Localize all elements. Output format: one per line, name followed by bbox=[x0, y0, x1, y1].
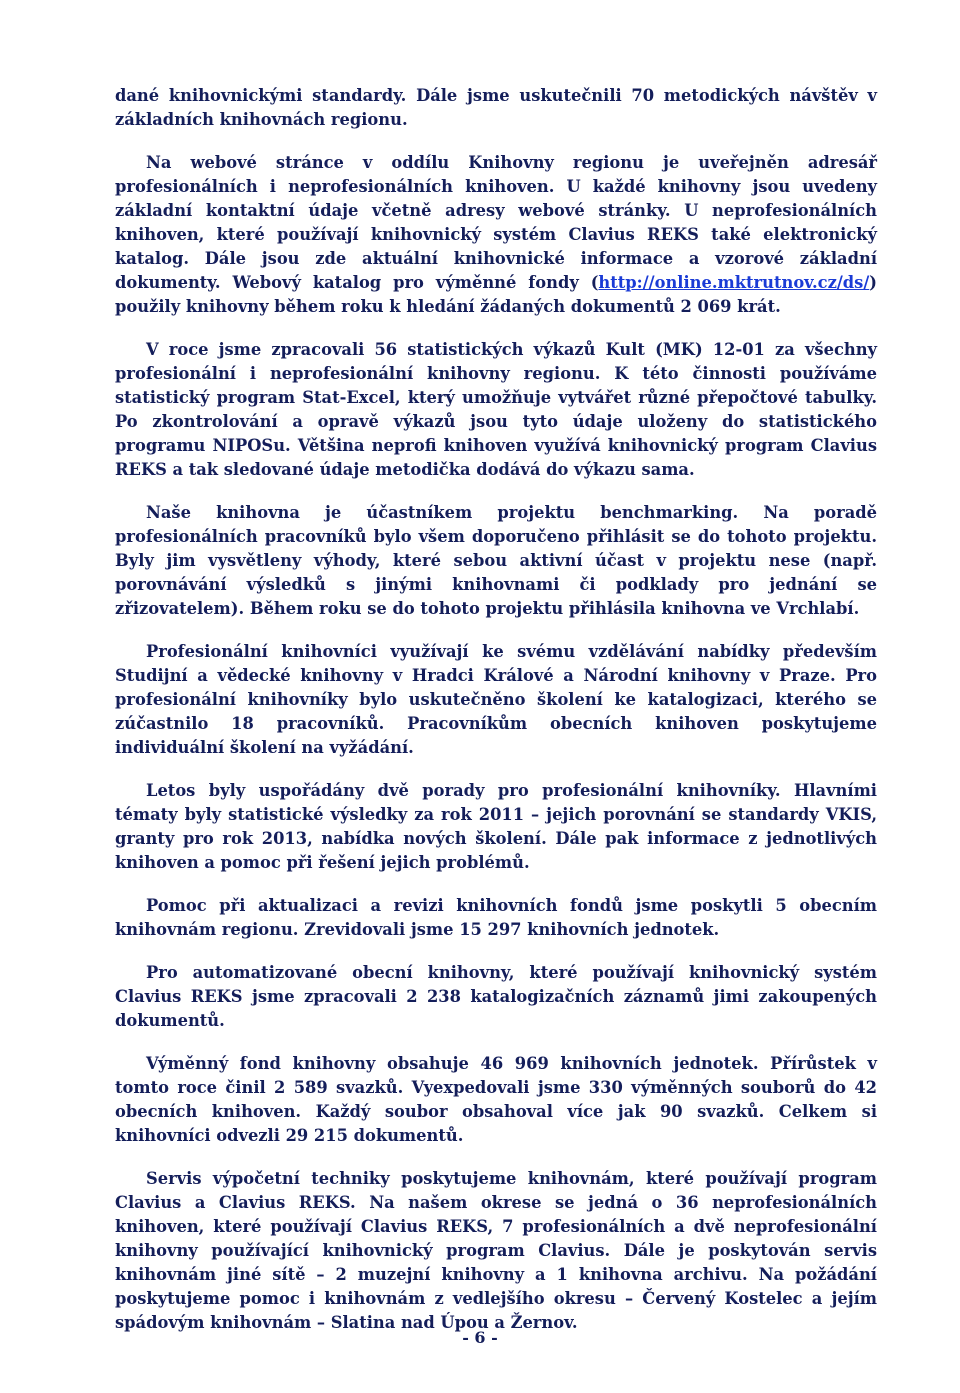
paragraph-methodical-visits: dané knihovnickými standardy. Dále jsme uskutečnili 70 metodických návštěv v základních knihovnách regionu. bbox=[115, 86, 877, 129]
paragraph-meetings: Letos byly uspořádány dvě porady pro profesionální knihovníky. Hlavními tématy byly statistické výsledky za rok 2011 – jejich porovnání se standardy VKIS, granty pro rok 2013, nabídka nových školení. Dále pak informace z jednotlivých knihoven a pomoc při řešení jejich problémů. bbox=[115, 781, 877, 872]
paragraph-statistics: V roce jsme zpracovali 56 statistických výkazů Kult (MK) 12-01 za všechny profesionální i neprofesionální knihovny regionu. K této činnosti používáme statistický program Stat-Excel, který umožňuje vytvářet různé přepočtové tabulky. Po zkontrolování a opravě výkazů jsou tyto údaje uloženy do statistického programu NIPOSu. Většina neprofi knihoven využívá knihovnický program Clavius REKS a tak sledované údaje metodička dodává do výkazu sama. bbox=[115, 340, 877, 479]
paragraph-benchmarking: Naše knihovna je účastníkem projektu benchmarking. Na poradě profesionálních pracovníků bylo všem doporučeno přihlásit se do tohoto projektu. Byly jim vysvětleny výhody, které sebou aktivní účast v projektu nese (např. porovnávání výsledků s jinými knihovnami či podklady pro jednání se zřizovatelem). Během roku se do tohoto projektu přihlásila knihovna ve Vrchlabí. bbox=[115, 503, 877, 618]
paragraph-revision: Pomoc při aktualizaci a revizi knihovních fondů jsme poskytli 5 obecním knihovnám regionu. Zrevidovali jsme 15 297 knihovních jednotek. bbox=[115, 896, 877, 939]
paragraph-web-directory-text: Na webové stránce v oddílu Knihovny regionu je uveřejněn adresář profesionálních i neprofesionálních knihoven. U každé knihovny jsou uvedeny základní kontaktní údaje včetně adresy webové stránky. U neprofesionálních knihoven, které používají knihovnický systém Clavius REKS také elektronický katalog. Dále jsou zde aktuální knihovnické informace a vzorové základní dokumenty. Webový katalog pro výměnné fondy ( bbox=[115, 153, 877, 292]
paragraph-web-directory bbox=[115, 151, 877, 319]
exchange-catalog-link[interactable]: http://online.mktrutnov.cz/ds/ bbox=[598, 273, 870, 292]
paragraph-exchange-fund: Výměnný fond knihovny obsahuje 46 969 knihovních jednotek. Přírůstek v tomto roce činil 2 589 svazků. Vyexpedovali jsme 330 výměnných souborů do 42 obecních knihoven. Každý soubor obsahoval více jak 90 svazků. Celkem si knihovníci odvezli 29 215 dokumentů. bbox=[115, 1054, 877, 1145]
paragraph-education: Profesionální knihovníci využívají ke svému vzdělávání nabídky především Studijní a vědecké knihovny v Hradci Králové a Národní knihovny v Praze. Pro profesionální knihovníky bylo uskutečněno školení ke katalogizaci, kterého se zúčastnilo 18 pracovníků. Pracovníkům obecních knihoven poskytujeme individuální školení na vyžádání. bbox=[115, 642, 877, 757]
page-number: - 6 - bbox=[462, 1328, 498, 1347]
paragraph-web-directory-tail: ) použily knihovny během roku k hledání žádaných dokumentů 2 069 krát. bbox=[115, 273, 877, 316]
document-body bbox=[115, 84, 877, 1354]
paragraph-cataloging: Pro automatizované obecní knihovny, které používají knihovnický systém Clavius REKS jsme zpracovali 2 238 katalogizačních záznamů jimi zakoupených dokumentů. bbox=[115, 963, 877, 1030]
paragraph-it-service: Servis výpočetní techniky poskytujeme knihovnám, které používají program Clavius a Clavius REKS. Na našem okrese se jedná o 36 neprofesionálních knihoven, které používají Clavius REKS, 7 profesionálních a dvě neprofesionální knihovny používající knihovnický program Clavius. Dále je poskytován servis knihovnám jiné sítě – 2 muzejní knihovny a 1 knihovna archivu. Na požádání poskytujeme pomoc i knihovnám z vedlejšího okresu – Červený Kostelec a jejím spádovým knihovnám – Slatina nad Úpou a Žernov. bbox=[115, 1169, 877, 1332]
